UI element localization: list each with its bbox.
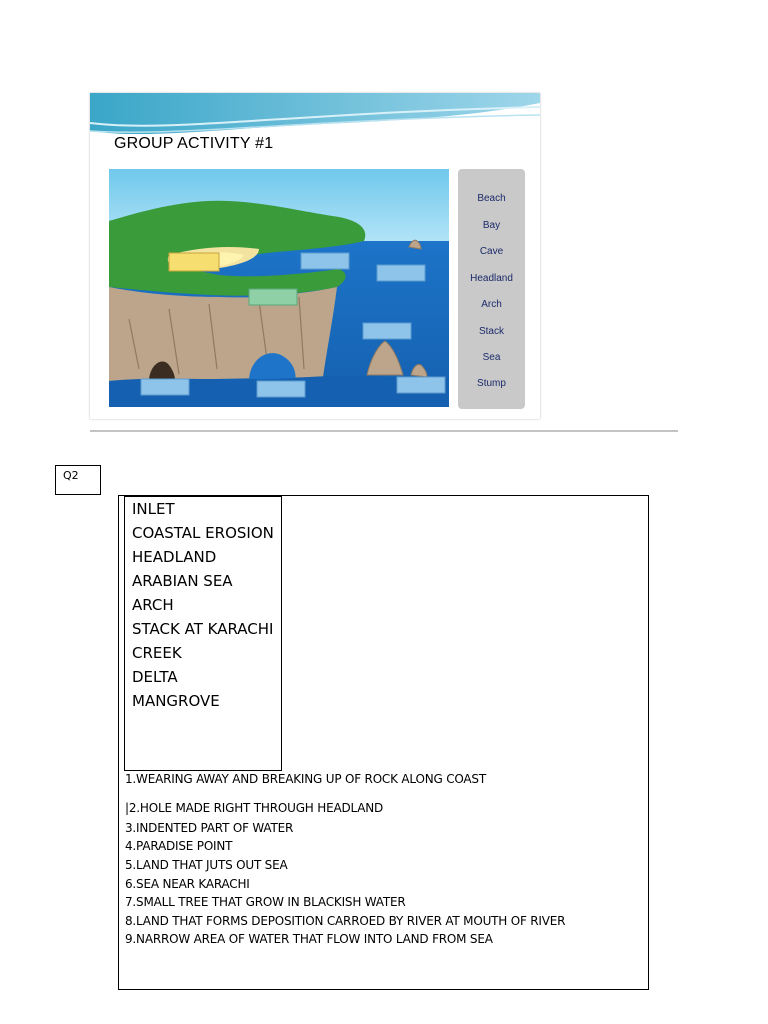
- label-panel: [458, 169, 525, 409]
- definition-item: 5.LAND THAT JUTS OUT SEA: [125, 858, 288, 872]
- word-bank-item: INLET: [132, 500, 175, 518]
- slide-title: GROUP ACTIVITY #1: [114, 135, 274, 152]
- definition-item: 7.SMALL TREE THAT GROW IN BLACKISH WATER: [125, 895, 406, 909]
- label-headland[interactable]: Headland: [470, 273, 513, 284]
- definition-item: 6.SEA NEAR KARACHI: [125, 877, 250, 891]
- label-beach[interactable]: Beach: [477, 193, 506, 204]
- definition-item: 8.LAND THAT FORMS DEPOSITION CARROED BY RIVER AT MOUTH OF RIVER: [125, 914, 566, 928]
- activity-slide: [90, 93, 540, 419]
- definition-item: |2.HOLE MADE RIGHT THROUGH HEADLAND: [125, 801, 384, 815]
- definition-item: 9.NARROW AREA OF WATER THAT FLOW INTO LAND FROM SEA: [125, 932, 493, 946]
- coastal-landform-illustration: [109, 169, 449, 407]
- definition-item: 1.WEARING AWAY AND BREAKING UP OF ROCK ALONG COAST: [125, 772, 486, 786]
- definition-item: 4.PARADISE POINT: [125, 839, 233, 853]
- definition-item: 3.INDENTED PART OF WATER: [125, 821, 294, 835]
- word-bank-item: ARCH: [132, 596, 174, 614]
- label-arch[interactable]: Arch: [481, 299, 502, 310]
- label-sea[interactable]: Sea: [482, 352, 501, 363]
- word-bank-item: COASTAL EROSION: [132, 524, 274, 542]
- word-bank-item: HEADLAND: [132, 548, 217, 566]
- question-label: Q2: [55, 465, 101, 495]
- word-bank-item: STACK AT KARACHI: [132, 620, 274, 638]
- label-stack[interactable]: Stack: [478, 326, 504, 337]
- label-stump[interactable]: Stump: [477, 378, 506, 389]
- label-bay[interactable]: Bay: [482, 220, 501, 231]
- word-bank-item: ARABIAN SEA: [132, 572, 233, 590]
- word-bank-item: MANGROVE: [132, 692, 220, 710]
- word-bank-item: DELTA: [132, 668, 178, 686]
- section-divider: [90, 430, 678, 432]
- word-bank-item: CREEK: [132, 644, 182, 662]
- label-cave[interactable]: Cave: [479, 246, 504, 257]
